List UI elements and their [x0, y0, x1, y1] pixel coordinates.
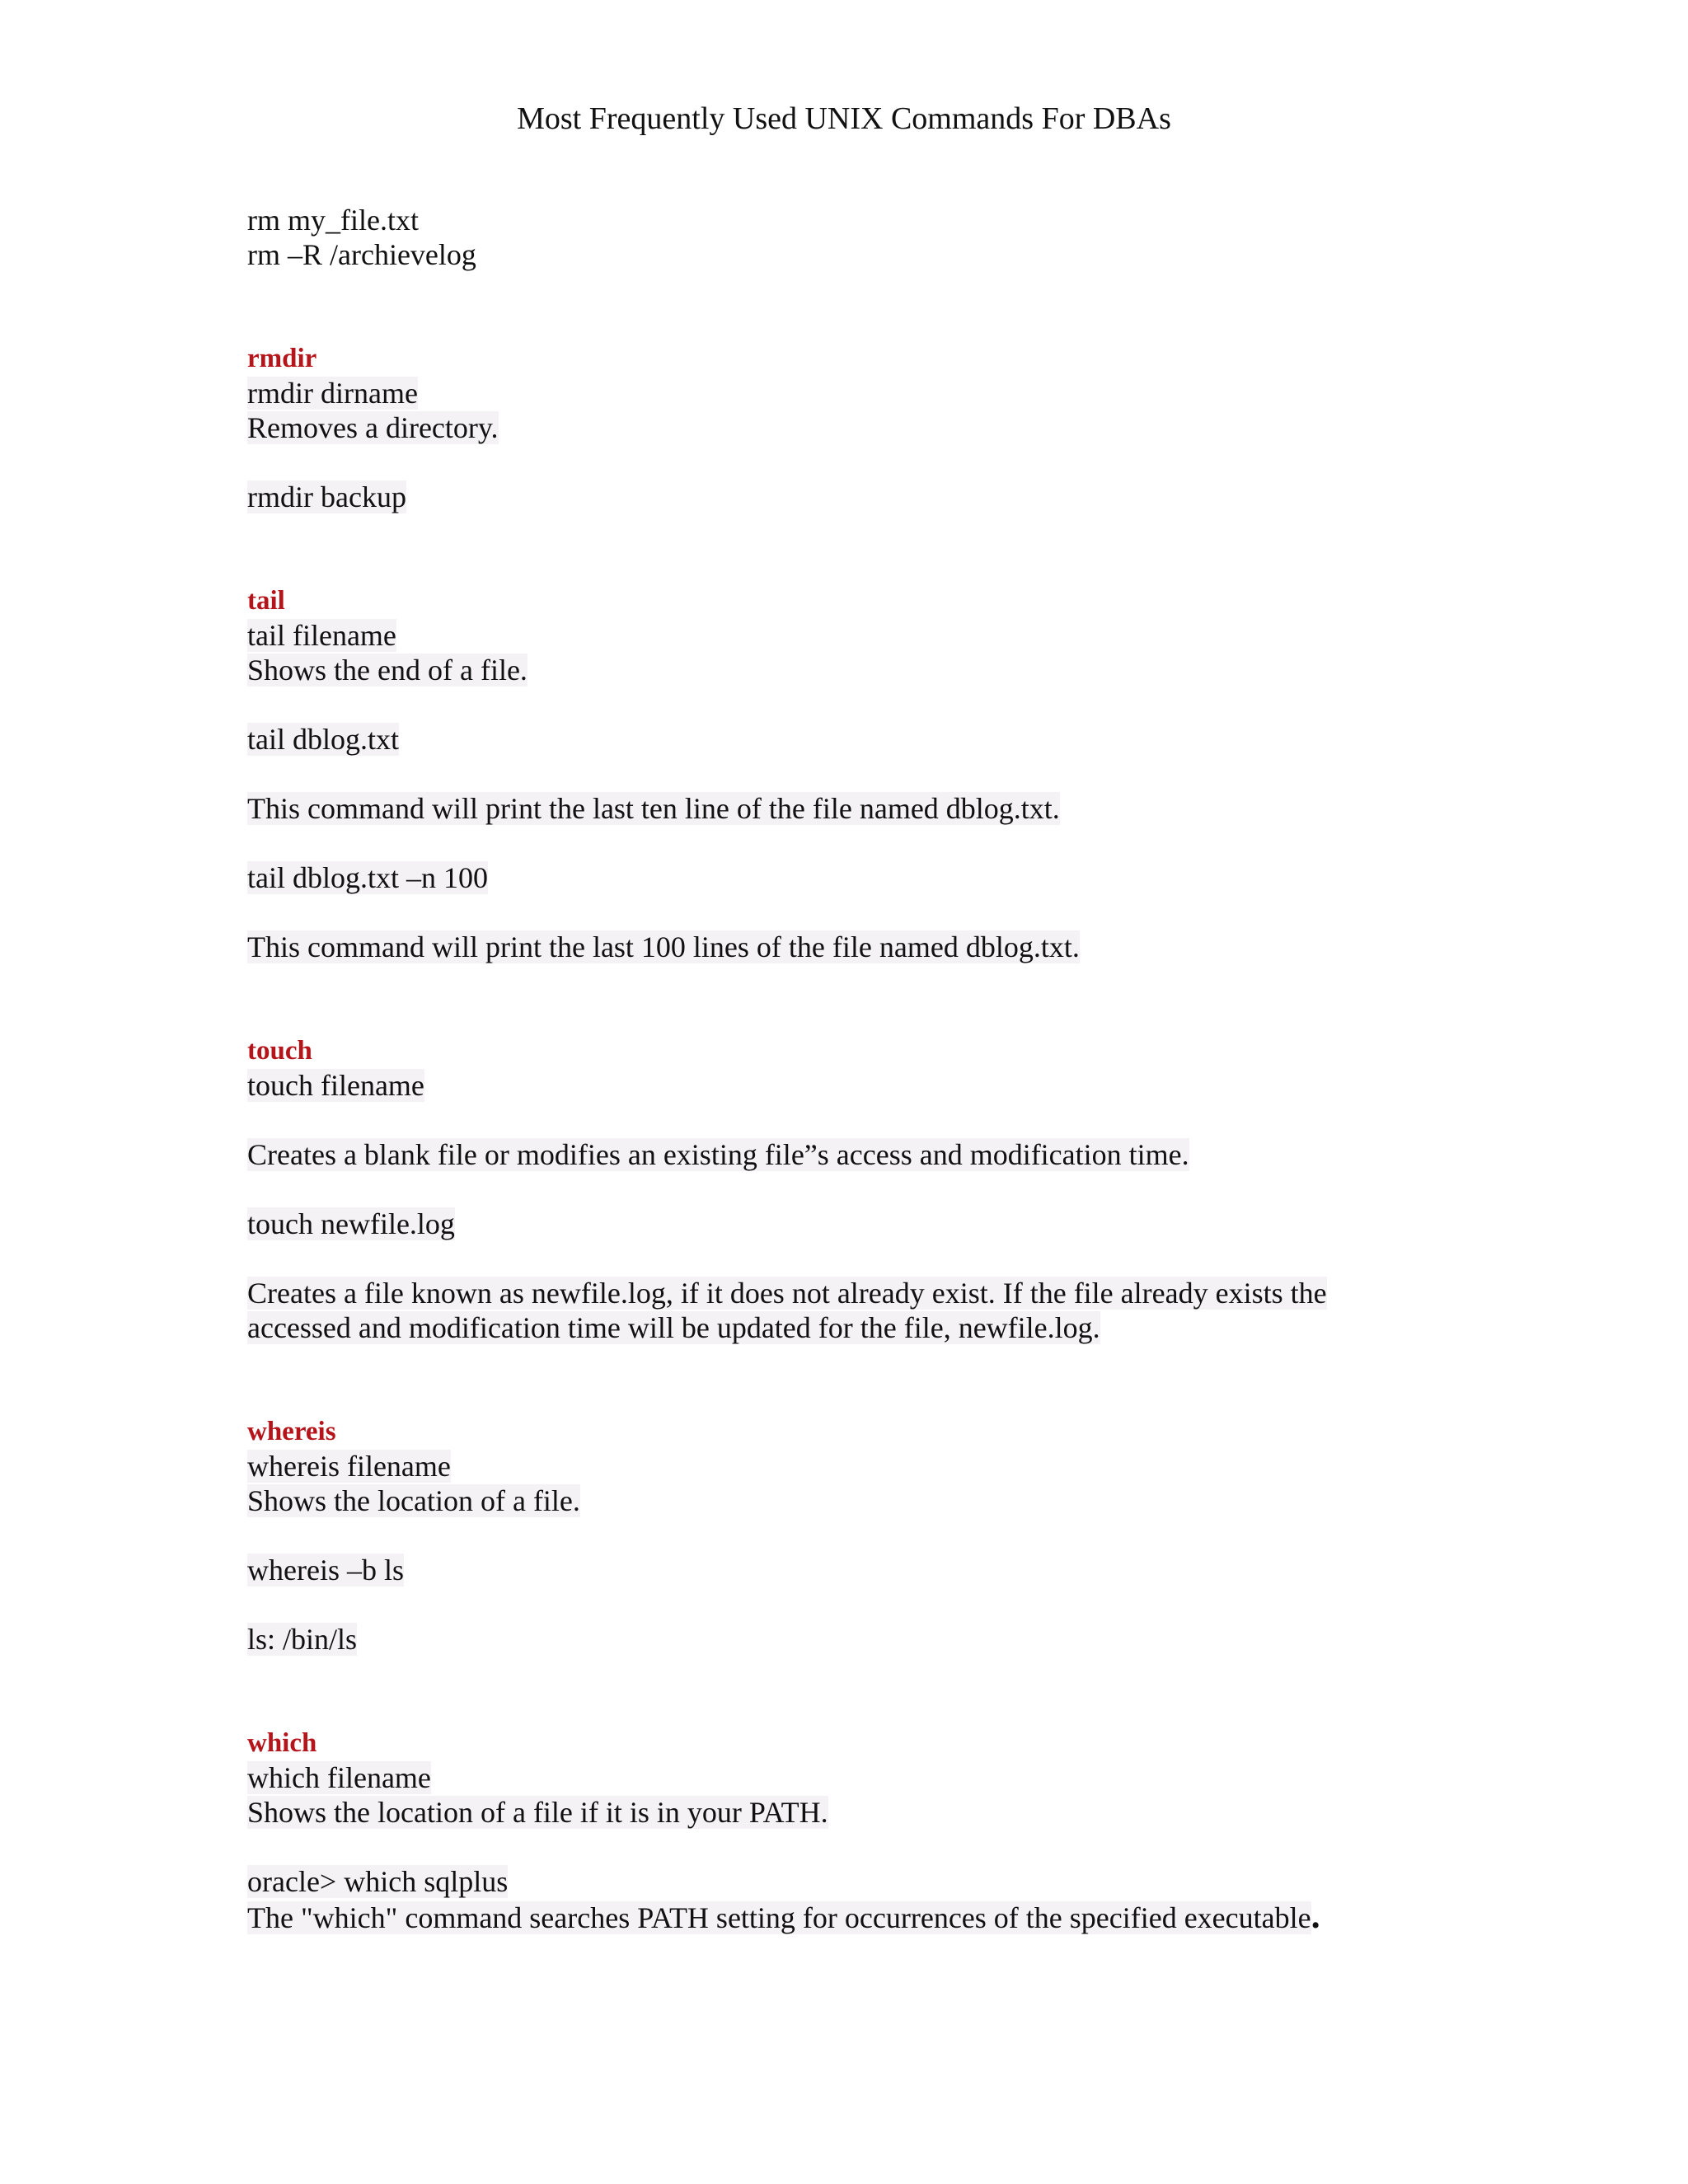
- whereis-output: ls: /bin/ls: [247, 1623, 358, 1656]
- section-rmdir: [247, 341, 1451, 514]
- tail-syntax: tail filename: [247, 619, 396, 652]
- which-syntax: which filename: [247, 1761, 431, 1794]
- which-example: oracle> which sqlplus: [247, 1865, 509, 1898]
- whereis-example: whereis –b ls: [247, 1554, 404, 1586]
- tail-explain-1: This command will print the last ten line of the file named dblog.txt.: [247, 792, 1060, 825]
- which-explain: The "which" command searches PATH setting for occurrences of the specified executable: [247, 1901, 1311, 1934]
- rmdir-syntax: rmdir dirname: [247, 377, 418, 410]
- tail-explain-2: This command will print the last 100 lines of the file named dblog.txt.: [247, 930, 1080, 963]
- which-explain-end: .: [1311, 1896, 1320, 1936]
- touch-example: touch newfile.log: [247, 1207, 455, 1240]
- tail-description: Shows the end of a file.: [247, 654, 528, 687]
- touch-syntax: touch filename: [247, 1069, 424, 1102]
- section-which: [247, 1726, 1451, 1935]
- touch-explain-line-1: Creates a file known as newfile.log, if it does not already exist. If the file already exists the: [247, 1277, 1327, 1310]
- whereis-heading: whereis: [247, 1417, 336, 1446]
- touch-description: Creates a blank file or modifies an existing file”s access and modification time.: [247, 1138, 1189, 1171]
- rmdir-heading: rmdir: [247, 344, 317, 373]
- tail-example-2: tail dblog.txt –n 100: [247, 861, 488, 894]
- touch-heading: touch: [247, 1036, 312, 1066]
- rm-example-1: rm my_file.txt: [247, 204, 419, 237]
- which-heading: which: [247, 1728, 317, 1758]
- section-tail: [247, 583, 1451, 964]
- tail-heading: tail: [247, 586, 285, 616]
- tail-example-1: tail dblog.txt: [247, 723, 399, 756]
- rmdir-example: rmdir backup: [247, 480, 406, 513]
- document-body: [247, 203, 1451, 1935]
- which-description: Shows the location of a file if it is in your PATH.: [247, 1796, 828, 1829]
- page-title: Most Frequently Used UNIX Commands For DBAs: [517, 101, 1171, 136]
- rmdir-description: Removes a directory.: [247, 411, 499, 444]
- touch-explain-line-2: accessed and modification time will be updated for the file, newfile.log.: [247, 1311, 1100, 1344]
- section-whereis: [247, 1414, 1451, 1657]
- whereis-syntax: whereis filename: [247, 1450, 451, 1483]
- whereis-description: Shows the location of a file.: [247, 1484, 580, 1517]
- section-touch: [247, 1033, 1451, 1345]
- rm-example-2: rm –R /archievelog: [247, 238, 476, 271]
